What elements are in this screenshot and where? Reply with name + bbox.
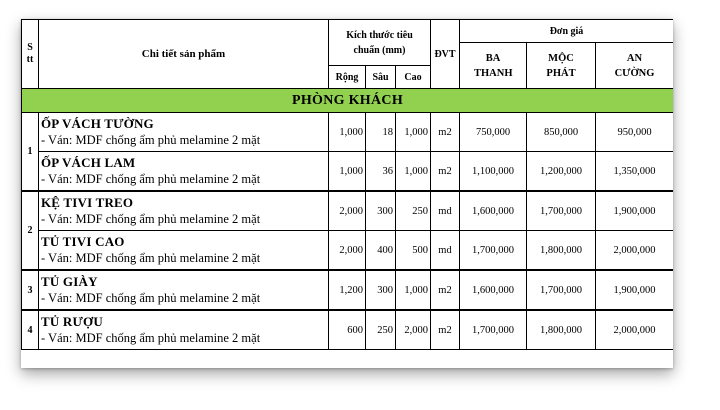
product-name: TỦ RƯỢU <box>41 314 103 329</box>
depth-cell: 18 <box>366 113 396 152</box>
stt-header: S tt <box>22 20 39 89</box>
detail-header: Chi tiết sản phẩm <box>39 20 329 89</box>
width-cell: 2,000 <box>329 191 366 231</box>
product-name: ỐP VÁCH TƯỜNG <box>41 116 154 131</box>
price-group-header: Đơn giá <box>460 20 674 43</box>
supplier-an-cuong-header: AN CƯỜNG <box>596 43 674 89</box>
table-row <box>22 310 674 350</box>
product-name: KỆ TIVI TREO <box>41 195 134 210</box>
height-cell: 1,000 <box>396 270 431 310</box>
product-detail-cell <box>39 270 329 310</box>
stt-cell: 2 <box>22 191 39 270</box>
height-cell: 250 <box>396 191 431 231</box>
height-cell: 1,000 <box>396 152 431 192</box>
unit-header: ĐVT <box>431 20 460 89</box>
size-group-header: Kích thước tiêu chuẩn (mm) <box>329 20 431 66</box>
width-cell: 1,000 <box>329 152 366 192</box>
table-row <box>22 270 674 310</box>
price-moc-phat: 1,200,000 <box>527 152 596 192</box>
width-cell: 2,000 <box>329 231 366 271</box>
product-desc: - Ván: MDF chống ẩm phủ melamine 2 mặt <box>41 212 261 226</box>
price-ba-thanh: 1,600,000 <box>460 270 527 310</box>
price-an-cuong: 2,000,000 <box>596 231 674 271</box>
depth-header: Sâu <box>366 66 396 89</box>
price-ba-thanh: 1,700,000 <box>460 231 527 271</box>
price-moc-phat: 1,700,000 <box>527 270 596 310</box>
price-ba-thanh: 750,000 <box>460 113 527 152</box>
product-detail-cell <box>39 191 329 231</box>
product-desc: - Ván: MDF chống ẩm phủ melamine 2 mặt <box>41 251 261 265</box>
product-detail-cell <box>39 310 329 350</box>
product-name: TỦ TIVI CAO <box>41 234 125 249</box>
depth-cell: 300 <box>366 270 396 310</box>
supplier-ba-thanh-header: BA THANH <box>460 43 527 89</box>
unit-cell: md <box>431 231 460 271</box>
price-ba-thanh: 1,100,000 <box>460 152 527 192</box>
supplier-moc-phat-header: MỘC PHÁT <box>527 43 596 89</box>
price-table <box>21 19 673 350</box>
price-table-sheet <box>21 19 673 368</box>
product-detail-cell <box>39 113 329 152</box>
table-row <box>22 191 674 231</box>
height-header: Cao <box>396 66 431 89</box>
price-an-cuong: 1,900,000 <box>596 191 674 231</box>
unit-cell: m2 <box>431 113 460 152</box>
product-name: TỦ GIÀY <box>41 274 98 289</box>
unit-cell: m2 <box>431 152 460 192</box>
depth-cell: 300 <box>366 191 396 231</box>
stt-cell: 1 <box>22 113 39 192</box>
price-ba-thanh: 1,700,000 <box>460 310 527 350</box>
unit-cell: md <box>431 191 460 231</box>
width-header: Rộng <box>329 66 366 89</box>
price-moc-phat: 1,800,000 <box>527 310 596 350</box>
table-row <box>22 152 674 192</box>
product-desc: - Ván: MDF chống ẩm phủ melamine 2 mặt <box>41 331 261 345</box>
depth-cell: 400 <box>366 231 396 271</box>
price-moc-phat: 850,000 <box>527 113 596 152</box>
table-row <box>22 231 674 271</box>
price-moc-phat: 1,700,000 <box>527 191 596 231</box>
unit-cell: m2 <box>431 310 460 350</box>
price-an-cuong: 1,900,000 <box>596 270 674 310</box>
price-an-cuong: 950,000 <box>596 113 674 152</box>
width-cell: 1,200 <box>329 270 366 310</box>
product-desc: - Ván: MDF chống ẩm phủ melamine 2 mặt <box>41 291 261 305</box>
price-moc-phat: 1,800,000 <box>527 231 596 271</box>
price-an-cuong: 1,350,000 <box>596 152 674 192</box>
table-row <box>22 113 674 152</box>
depth-cell: 36 <box>366 152 396 192</box>
section-row-living-room <box>22 89 674 113</box>
width-cell: 600 <box>329 310 366 350</box>
height-cell: 1,000 <box>396 113 431 152</box>
header-row-1 <box>22 20 674 43</box>
product-name: ỐP VÁCH LAM <box>41 155 136 170</box>
height-cell: 500 <box>396 231 431 271</box>
unit-cell: m2 <box>431 270 460 310</box>
section-title: PHÒNG KHÁCH <box>22 89 674 113</box>
price-ba-thanh: 1,600,000 <box>460 191 527 231</box>
product-desc: - Ván: MDF chống ẩm phủ melamine 2 mặt <box>41 133 261 147</box>
stt-cell: 3 <box>22 270 39 310</box>
height-cell: 2,000 <box>396 310 431 350</box>
depth-cell: 250 <box>366 310 396 350</box>
stt-cell: 4 <box>22 310 39 350</box>
product-detail-cell <box>39 152 329 192</box>
width-cell: 1,000 <box>329 113 366 152</box>
product-desc: - Ván: MDF chống ẩm phủ melamine 2 mặt <box>41 172 261 186</box>
price-an-cuong: 2,000,000 <box>596 310 674 350</box>
product-detail-cell <box>39 231 329 271</box>
